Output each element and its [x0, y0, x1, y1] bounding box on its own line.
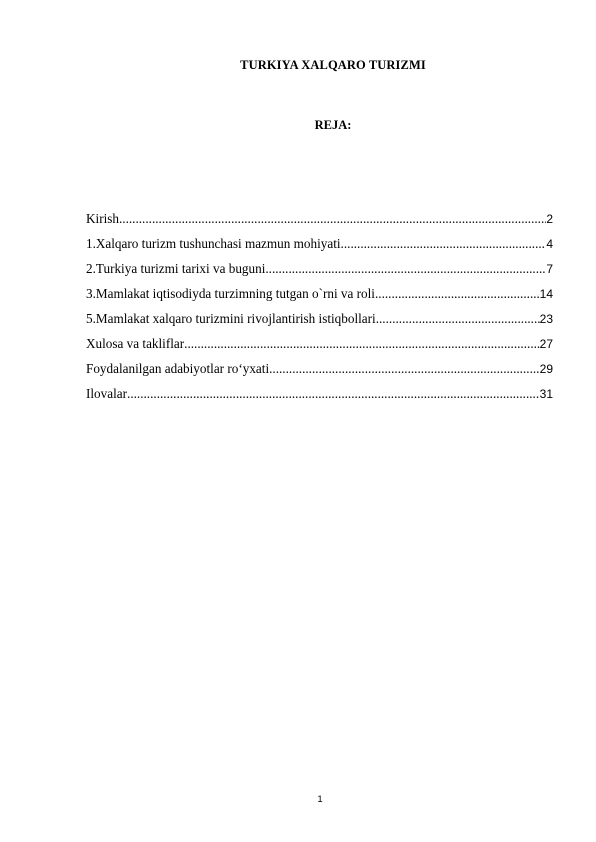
toc-leader-dots: [127, 386, 540, 402]
toc-entry-label: Foydalanilgan adabiyotlar ro‘yxati: [86, 361, 270, 376]
toc-leader-dots: [376, 311, 540, 327]
plan-heading: REJA:: [314, 118, 352, 132]
toc-entry-ilovalar: [86, 386, 553, 411]
toc-entry-page: 2: [546, 212, 553, 226]
page-number: 1: [317, 794, 323, 805]
toc-leader-dots: [184, 336, 540, 352]
toc-leader-dots: [265, 261, 546, 277]
toc-leader-dots: [269, 361, 540, 377]
toc-entry-kirish: [86, 211, 553, 236]
toc-entry-page: 29: [539, 362, 553, 376]
toc-entry-page: 4: [546, 237, 553, 251]
toc-entry-3: [86, 286, 553, 311]
toc-entry-page: 31: [539, 387, 553, 401]
toc-entry-xulosa: [86, 336, 553, 361]
toc-leader-dots: [119, 211, 546, 227]
toc-leader-dots: [375, 286, 540, 302]
toc-entry-label: Ilovalar: [86, 386, 128, 401]
toc-entry-label: Kirish: [86, 211, 119, 226]
toc-leader-dots: [341, 236, 547, 252]
toc-entry-1: [86, 236, 553, 261]
toc-entry-label: 1.Xalqaro turizm tushunchasi mazmun mohiyati: [86, 236, 341, 251]
toc-entry-adabiyotlar: [86, 361, 553, 386]
document-title: TURKIYA XALQARO TURIZMI: [240, 58, 426, 72]
table-of-contents: [86, 211, 553, 411]
toc-entry-label: 2.Turkiya turizmi tarixi va buguni: [86, 261, 266, 276]
toc-entry-2: [86, 261, 553, 286]
toc-entry-page: 27: [539, 337, 553, 351]
toc-entry-page: 23: [539, 312, 553, 326]
toc-entry-page: 14: [539, 287, 553, 301]
toc-entry-label: Xulosa va takliflar: [86, 336, 185, 351]
toc-entry-page: 7: [546, 262, 553, 276]
toc-entry-label: 5.Mamlakat xalqaro turizmini rivojlantirish istiqbollari: [86, 311, 376, 326]
toc-entry-label: 3.Mamlakat iqtisodiyda turzimning tutgan o`rni va roli: [86, 286, 375, 301]
toc-entry-5: [86, 311, 553, 336]
